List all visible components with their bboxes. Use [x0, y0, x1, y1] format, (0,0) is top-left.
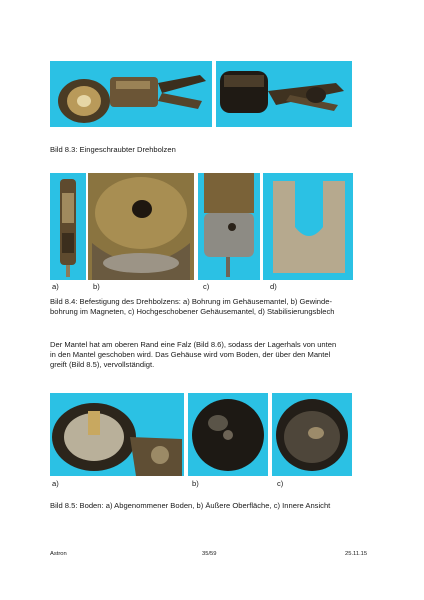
figure-8-4-label-b: b) — [93, 282, 100, 291]
footer-left: Astron — [50, 551, 67, 557]
photo-8-4b — [88, 173, 194, 280]
photo-8-5b — [188, 393, 268, 476]
figure-8-4-caption-line-2: bohrung im Magneten, c) Hochgeschobener Gehäusemantel, d) Stabilisierungsblech — [50, 307, 335, 316]
photo-8-5a — [50, 393, 184, 476]
body-paragraph-line-2: in den Mantel geschoben wird. Das Gehäuse wird vom Boden, der über den Mantel — [50, 350, 331, 359]
figure-8-4-label-a: a) — [52, 282, 59, 291]
figure-8-3-caption: Bild 8.3: Eingeschraubter Drehbolzen — [50, 145, 176, 154]
figure-8-5-label-b: b) — [192, 479, 199, 488]
body-paragraph — [50, 340, 370, 370]
photo-8-4d — [263, 173, 353, 280]
footer-page-number: 35/59 — [202, 551, 217, 557]
photo-8-3-left — [50, 61, 212, 127]
footer-date: 25.11.15 — [345, 551, 368, 557]
photo-8-4c — [198, 173, 260, 280]
figure-8-5-label-c: c) — [277, 479, 284, 488]
figure-8-4-caption — [50, 297, 370, 317]
figure-8-4-caption-line-1: Bild 8.4: Befestigung des Drehbolzens: a) Bohrung im Gehäusemantel, b) Gewinde- — [50, 297, 332, 306]
figure-8-4-label-d: d) — [270, 282, 277, 291]
figure-8-5-caption: Bild 8.5: Boden: a) Abgenommener Boden, b) Äußere Oberfläche, c) Innere Ansicht — [50, 501, 331, 510]
photo-8-3-right — [216, 61, 352, 127]
photo-8-4a — [50, 173, 86, 280]
figure-8-5-label-a: a) — [52, 479, 59, 488]
body-paragraph-line-3: greift (Bild 8.5), vervollständigt. — [50, 360, 155, 369]
figure-8-4-label-c: c) — [203, 282, 210, 291]
photo-8-5c — [272, 393, 352, 476]
body-paragraph-line-1: Der Mantel hat am oberen Rand eine Falz (Bild 8.6), sodass der Lagerhals von unten — [50, 340, 337, 349]
